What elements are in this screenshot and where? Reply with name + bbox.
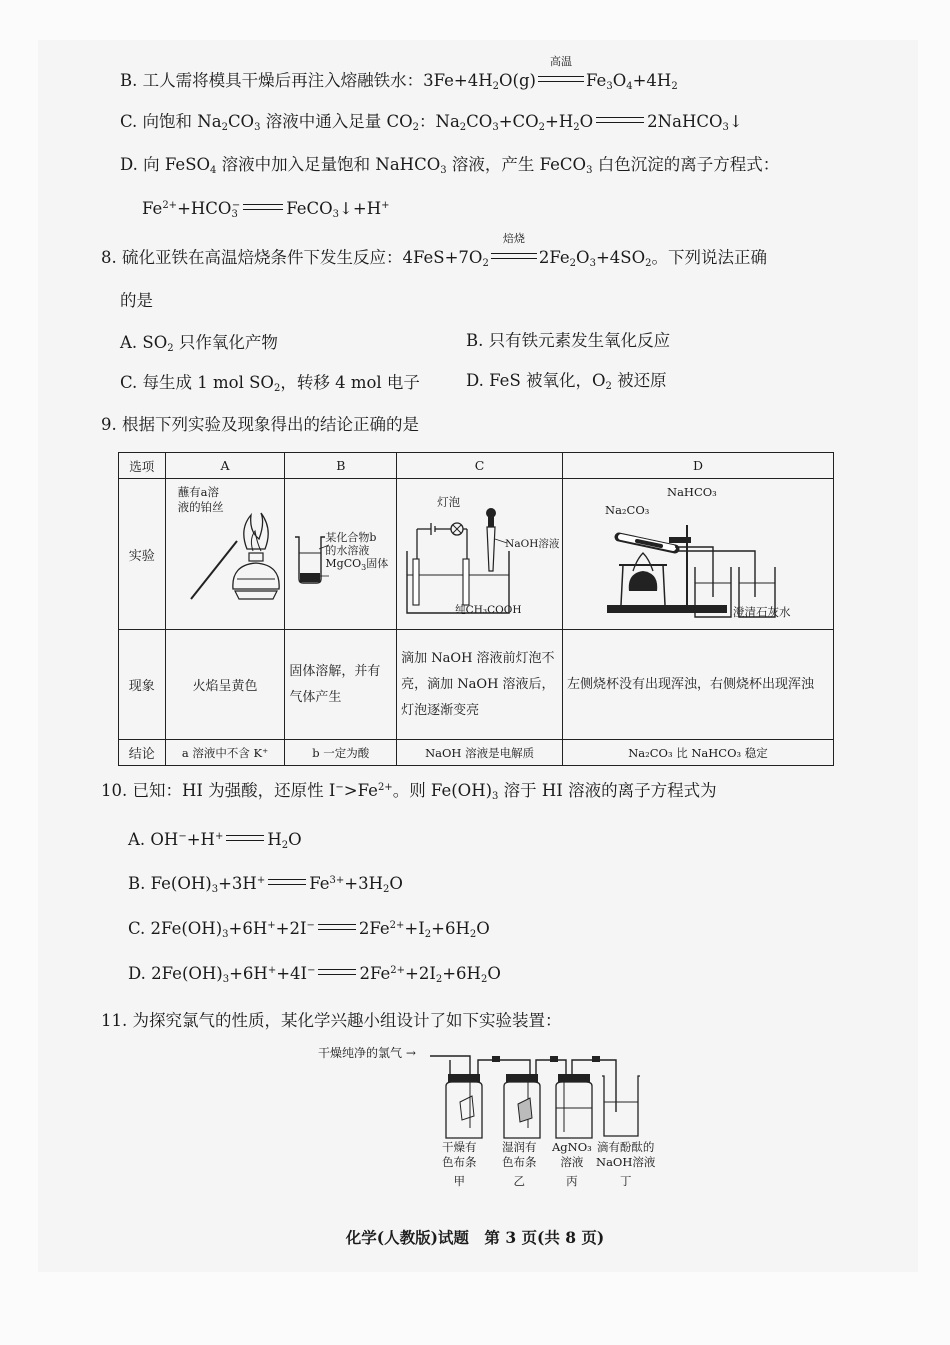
q10-option-b: B. $Fe(OH)_3+3H^+$ $Fe^{3+}+3H_2O$	[128, 874, 403, 895]
phenomenon-d: 左侧烧杯没有出现浑浊，右侧烧杯出现浑浊	[563, 630, 834, 740]
q8-option-d: D. FeS 被氧化，$O_2$ 被还原	[466, 371, 667, 392]
exp-c-bulb-label: 灯泡	[437, 495, 461, 509]
header-c: C	[397, 453, 563, 479]
q10-stem: 10. 已知：HI 为强酸，还原性 $I^->Fe^{2+}$。则 $Fe(OH)_3$ 溶于 HI 溶液的离子方程式为	[101, 781, 717, 802]
exp-d-limewater-label: 澄清石灰水	[733, 605, 791, 619]
row-label-experiment: 实验	[119, 479, 166, 630]
exp-d-nahco3-label: NaHCO₃	[667, 485, 717, 499]
page-footer: 化学(人教版)试题 第 3 页(共 8 页)	[345, 1228, 605, 1247]
q7-option-b: B. 工人需将模具干燥后再注入熔融铁水：$3Fe+4H_2O(g)$ 高温 $Fe_3O_4+4H_2$	[120, 55, 678, 92]
exp-d-cell	[563, 479, 834, 630]
header-d: D	[563, 453, 834, 479]
bottle-bing-label: AgNO₃ 溶液 丙	[552, 1140, 592, 1188]
exp-c-acid-label: 纯CH₃COOH	[455, 604, 522, 616]
q8-option-b: B. 只有铁元素发生氧化反应	[466, 331, 671, 350]
q10-option-a: A. OH−+H+ $H_2O$	[128, 830, 302, 851]
conclusion-b: b 一定为酸	[285, 740, 397, 766]
row-label-phenomenon: 现象	[119, 630, 166, 740]
q9-stem: 9. 根据下列实验及现象得出的结论正确的是	[101, 415, 419, 434]
conclusion-c: NaOH 溶液是电解质	[397, 740, 563, 766]
phenomenon-a: 火焰呈黄色	[165, 630, 285, 740]
exp-b-cell	[285, 479, 397, 630]
bottle-yi-label: 湿润有 色布条 乙	[502, 1140, 537, 1188]
q8-option-a: A. $SO_2$ 只作氧化产物	[120, 333, 278, 354]
q7-option-c: C. 向饱和 $Na_2CO_3$ 溶液中通入足量 $CO_2$：$Na_2CO_3+CO_2+H_2O$ 2NaHCO$_3$↓	[120, 112, 743, 133]
exp-b-label: 某化合物b 的水溶液 MgCO$_3$固体	[325, 531, 389, 573]
q7-option-d: D. 向 FeSO$_4$ 溶液中加入足量饱和 NaHCO$_3$ 溶液，产生 FeCO$_3$ 白色沉淀的离子方程式：	[120, 155, 780, 176]
exp-c-naoh-label: NaOH溶液	[505, 538, 560, 550]
chlorine-apparatus-diagram	[430, 1046, 660, 1142]
q8-stem-line2: 的是	[120, 291, 153, 310]
row-label-conclusion: 结论	[119, 740, 166, 766]
q11-gas-label: 干燥纯净的氯气 →	[318, 1046, 416, 1060]
header-option: 选项	[119, 453, 166, 479]
exp-d-na2co3-label: Na₂CO₃	[605, 503, 650, 517]
header-a: A	[165, 453, 285, 479]
conclusion-a: a 溶液中不含 K⁺	[165, 740, 285, 766]
conclusion-d: Na₂CO₃ 比 NaHCO₃ 稳定	[563, 740, 834, 766]
q7-option-d-equation: $Fe^{2+}+HCO_3^-$ FeCO$_3$↓+H+	[142, 199, 390, 220]
phenomenon-b: 固体溶解，并有气体产生	[285, 630, 397, 740]
q8-stem: 8. 硫化亚铁在高温焙烧条件下发生反应：$4FeS+7O_2$ 焙烧 $2Fe_2O_3+4SO_2$。下列说法正确	[101, 232, 767, 269]
q8-option-c: C. 每生成 1 mol $SO_2$，转移 4 mol 电子	[120, 373, 420, 394]
phenomenon-c: 滴加 NaOH 溶液前灯泡不亮，滴加 NaOH 溶液后，灯泡逐渐变亮	[397, 630, 563, 740]
header-b: B	[285, 453, 397, 479]
q10-option-d: D. $2Fe(OH)_3+6H^++4I^-$ $2Fe^{2+}+2I_2+6H_2O$	[128, 964, 501, 985]
exp-a-label: 蘸有a溶 液的铂丝	[177, 485, 224, 514]
exp-c-cell	[397, 479, 563, 630]
bottle-ding-label: 滴有酚酞的 NaOH溶液 丁	[596, 1140, 656, 1188]
q9-experiment-table	[118, 452, 834, 766]
q11-stem: 11. 为探究氯气的性质，某化学兴趣小组设计了如下实验装置：	[101, 1011, 562, 1030]
q10-option-c: C. $2Fe(OH)_3+6H^++2I^-$ $2Fe^{2+}+I_2+6H_2O$	[128, 919, 490, 940]
exp-a-cell	[165, 479, 285, 630]
thermal-stability-diagram	[563, 479, 833, 625]
bottle-jia-label: 干燥有 色布条 甲	[442, 1140, 477, 1188]
